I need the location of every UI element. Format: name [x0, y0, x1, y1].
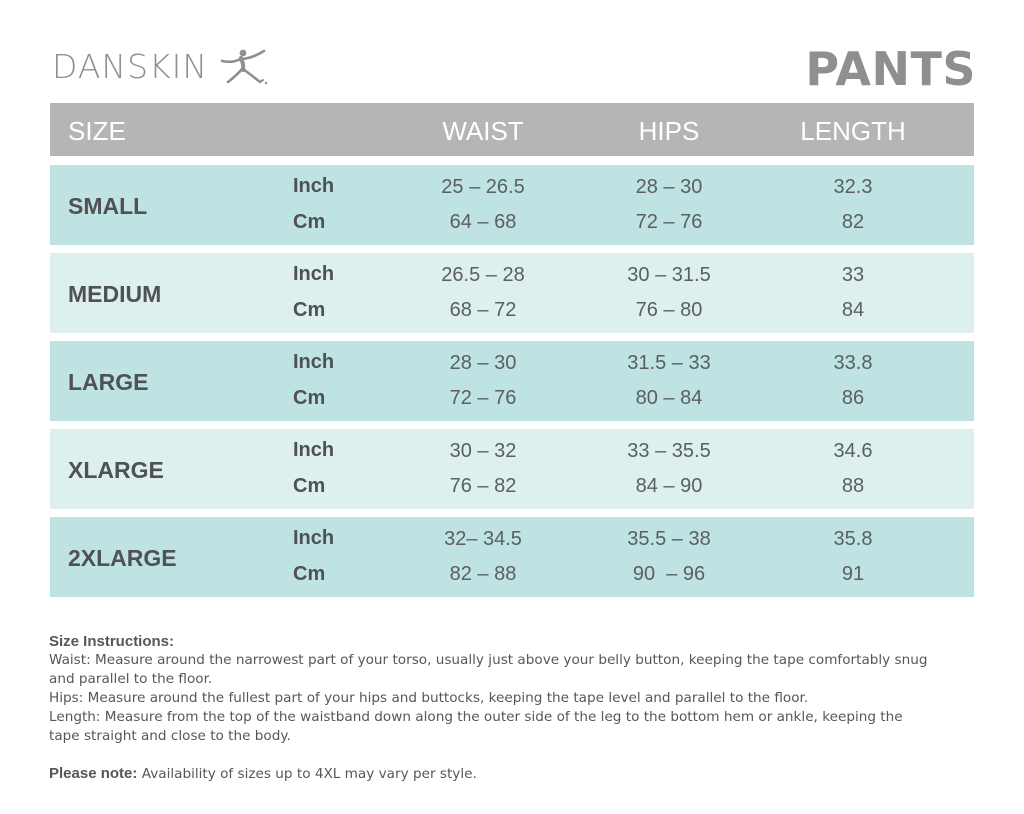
- size-row-xlarge: [50, 429, 974, 509]
- size-instructions: [49, 632, 949, 746]
- hips-inch-value: 33 – 35.5: [627, 440, 711, 462]
- hips-cm-value: 76 – 80: [635, 299, 703, 321]
- length-inch-value: 33: [841, 264, 865, 286]
- hips-inch-value: 30 – 31.5: [627, 264, 711, 286]
- hips-inch-value: 28 – 30: [635, 176, 703, 198]
- waist-inch-value: 32– 34.5: [444, 528, 522, 550]
- availability-note: [49, 765, 477, 782]
- hips-cm-value: 90 – 96: [632, 563, 706, 585]
- hips-inch-value: 35.5 – 38: [627, 528, 711, 550]
- size-label: MEDIUM: [68, 281, 162, 307]
- length-inch-value: 33.8: [833, 352, 873, 374]
- unit-cm-label: Cm: [293, 211, 326, 233]
- dancer-logo-icon: [218, 46, 270, 86]
- size-label: LARGE: [68, 369, 149, 395]
- header-length: LENGTH: [800, 116, 906, 146]
- unit-cm-label: Cm: [293, 299, 326, 321]
- length-cm-value: 91: [841, 563, 865, 585]
- header-waist: WAIST: [442, 116, 524, 146]
- unit-inch-label: Inch: [293, 527, 335, 549]
- length-inch-value: 34.6: [833, 440, 873, 462]
- instructions-length-line2: tape straight and close to the body.: [49, 728, 291, 744]
- waist-cm-value: 76 – 82: [449, 475, 517, 497]
- note-label: Please note:: [49, 765, 138, 782]
- unit-inch-label: Inch: [293, 175, 335, 197]
- unit-cm-label: Cm: [293, 475, 326, 497]
- waist-inch-value: 26.5 – 28: [441, 264, 525, 286]
- size-label: XLARGE: [68, 457, 164, 483]
- waist-inch-value: 30 – 32: [449, 440, 517, 462]
- unit-inch-label: Inch: [293, 439, 335, 461]
- instructions-waist: Waist: Measure around the narrowest part of your torso, usually just above your belly button, keeping the tape comfortably snug and parallel to the floor.: [49, 652, 928, 687]
- header-hips: HIPS: [638, 116, 700, 146]
- hips-cm-value: 72 – 76: [635, 211, 703, 233]
- length-cm-value: 88: [841, 475, 865, 497]
- waist-inch-value: 25 – 26.5: [441, 176, 525, 198]
- waist-inch-value: 28 – 30: [449, 352, 517, 374]
- instructions-hips: Hips: Measure around the fullest part of your hips and buttocks, keeping the tape level and parallel to the floor.: [49, 690, 809, 706]
- size-row-medium: [50, 253, 974, 333]
- waist-cm-value: 72 – 76: [449, 387, 517, 409]
- length-inch-value: 32.3: [833, 176, 873, 198]
- hips-cm-value: 80 – 84: [635, 387, 703, 409]
- page-title: PANTS: [805, 42, 976, 96]
- unit-inch-label: Inch: [293, 263, 335, 285]
- size-label: 2XLARGE: [68, 545, 177, 571]
- unit-inch-label: Inch: [293, 351, 335, 373]
- unit-cm-label: Cm: [293, 387, 326, 409]
- length-cm-value: 82: [841, 211, 865, 233]
- brand-logo-group: [52, 44, 270, 88]
- brand-name: DANSKIN: [52, 46, 209, 86]
- waist-cm-value: 82 – 88: [449, 563, 517, 585]
- hips-cm-value: 84 – 90: [635, 475, 703, 497]
- size-label: SMALL: [68, 193, 148, 219]
- waist-cm-value: 68 – 72: [449, 299, 517, 321]
- unit-cm-label: Cm: [293, 563, 326, 585]
- size-row-small: [50, 165, 974, 245]
- instructions-heading: Size Instructions:: [49, 633, 175, 650]
- table-header: [50, 103, 974, 156]
- note-text: Availability of sizes up to 4XL may vary per style.: [137, 766, 477, 782]
- length-cm-value: 86: [841, 387, 865, 409]
- waist-cm-value: 64 – 68: [449, 211, 517, 233]
- length-inch-value: 35.8: [833, 528, 873, 550]
- length-cm-value: 84: [841, 299, 865, 321]
- instructions-length-line1: Length: Measure from the top of the waistband down along the outer side of the leg to the bottom hem or ankle, keeping the: [49, 709, 903, 725]
- hips-inch-value: 31.5 – 33: [627, 352, 711, 374]
- size-row-2xlarge: [50, 517, 974, 597]
- size-row-large: [50, 341, 974, 421]
- header-size: SIZE: [68, 116, 126, 146]
